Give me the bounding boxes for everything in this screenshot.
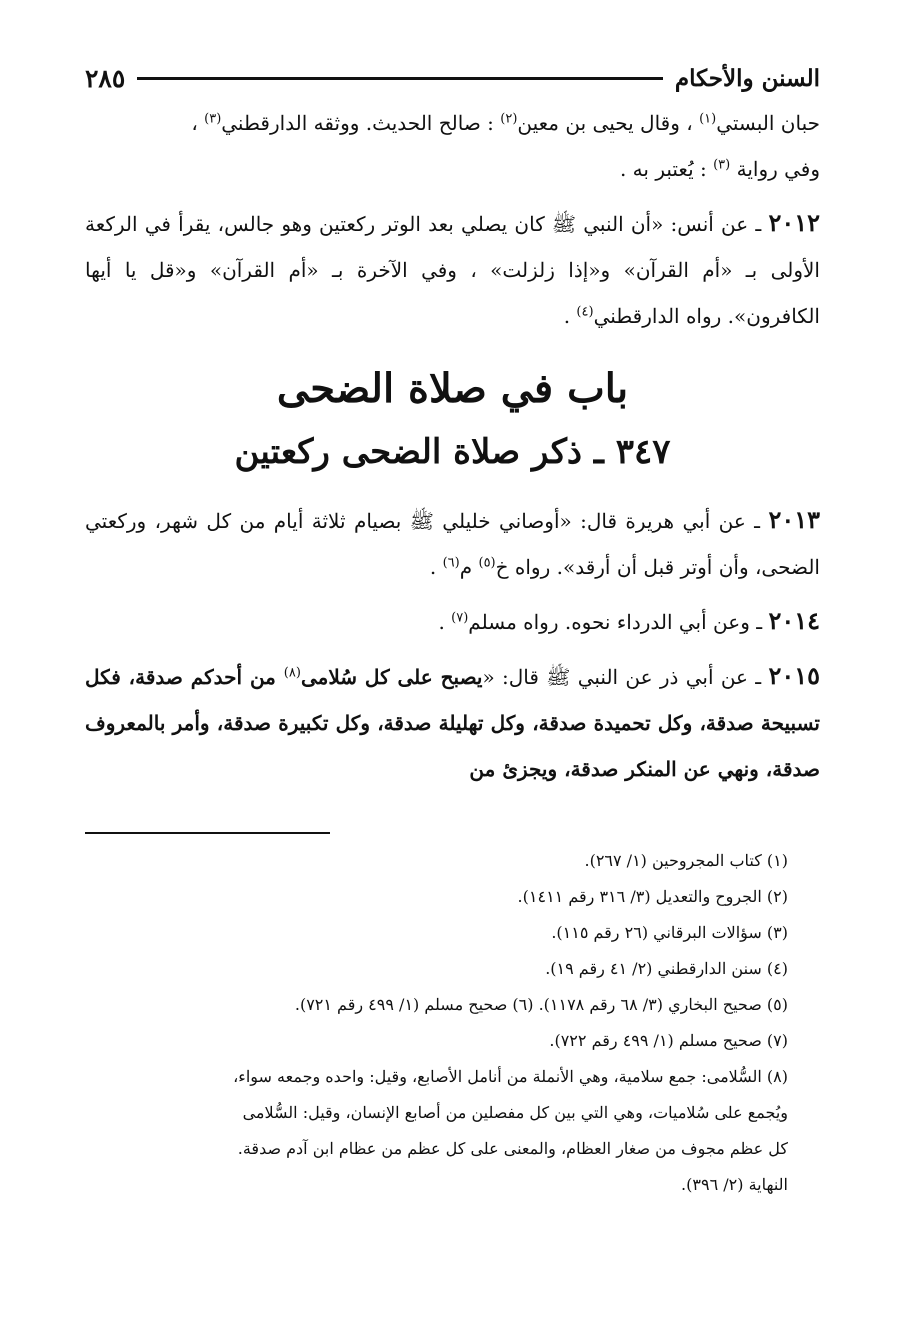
header-rule: [137, 77, 663, 80]
text-run: م: [459, 555, 479, 579]
continuation-line-2: [85, 146, 820, 192]
hadith-2013: [85, 497, 820, 590]
text-run: ،: [191, 111, 205, 135]
text-run: .: [429, 555, 443, 579]
text-run: .: [563, 304, 577, 328]
chapter-title: باب في صلاة الضحى: [276, 365, 629, 412]
footnote-8-continued: كل عظم مجوف من صغار العظام، والمعنى على كل عظم من عظام ابن آدم صدقة.: [237, 1139, 788, 1158]
footnote-ref: (٣): [204, 111, 222, 127]
footnote-ref: (٤): [576, 304, 594, 320]
footnote-ref: (٣): [713, 157, 731, 173]
hadith-text-bold: من أحدكم صدقة، فكل تسبيحة صدقة، وكل تحميدة صدقة، وكل تهليلة صدقة، وكل تكبيرة صدقة، وأمر بالمعروف صدقة، ونهي عن المنكر صدقة، ويجزئ من: [85, 665, 820, 781]
footnote-8-continued: ويُجمع على سُلاميات، وهي التي بين كل مفصلين من أصابع الإنسان، وقيل: السُّلامى: [242, 1103, 788, 1122]
continuation-line-1: [85, 100, 820, 146]
text-run: حبان البستي: [716, 111, 820, 135]
footnote-ref: (٢): [500, 111, 518, 127]
hadith-2014: [85, 598, 820, 645]
footnote-8-continued: النهاية (٢/ ٣٩٦).: [681, 1175, 788, 1194]
section-title: ٣٤٧ ـ ذكر صلاة الضحى ركعتين: [234, 432, 671, 472]
hadith-text: ـ وعن أبي الدرداء نحوه. رواه مسلم: [468, 610, 769, 634]
hadith-number: ٢٠١٤: [768, 606, 820, 635]
text-run: : يُعتبر به .: [619, 157, 714, 181]
footnotes: [85, 843, 820, 1203]
footnote-ref: (٨): [283, 665, 301, 681]
hadith-text: ـ عن أبي ذر عن النبي ﷺ قال: «: [482, 665, 769, 689]
hadith-number: ٢٠١٥: [768, 661, 820, 690]
footnote-3: (٣) سؤالات البرقاني (٢٦ رقم ١١٥).: [551, 923, 788, 942]
hadith-number: ٢٠١٢: [768, 208, 820, 237]
hadith-2012: [85, 200, 820, 339]
text-run: ، وقال يحيى بن معين: [517, 111, 700, 135]
footnote-ref: (٧): [451, 610, 469, 626]
footnote-8: (٨) السُّلامى: جمع سلامية، وهي الأنملة من أنامل الأصابع، وقيل: واحده وجمعه سواء،: [233, 1067, 788, 1086]
running-title: السنن والأحكام: [674, 64, 820, 92]
footnote-5-6: (٥) صحيح البخاري (٣/ ٦٨ رقم ١١٧٨). (٦) صحيح مسلم (١/ ٤٩٩ رقم ٧٢١).: [294, 995, 788, 1014]
footnote-ref: (٦): [442, 555, 460, 571]
text-run: وفي رواية: [730, 157, 820, 181]
hadith-text: ـ عن أنس: «أن النبي ﷺ كان يصلي بعد الوتر ركعتين وهو جالس، يقرأ في الركعة الأولى بـ «أم القرآن» و«إذا زلزلت» ، وفي الآخرة بـ «أم القرآن» و«قل يا أيها الكافرون». رواه الدارقطني: [85, 212, 820, 328]
hadith-text-bold: يصبح على كل سُلامى: [300, 665, 483, 689]
text-run: : صالح الحديث. ووثقه الدارقطني: [221, 111, 501, 135]
text-run: .: [438, 610, 452, 634]
page-number: ٢٨٥: [85, 63, 126, 93]
footnote-7: (٧) صحيح مسلم (١/ ٤٩٩ رقم ٧٢٢).: [549, 1031, 788, 1050]
hadith-number: ٢٠١٣: [768, 505, 820, 534]
running-header: [85, 60, 820, 96]
footnote-ref: (٥): [478, 555, 496, 571]
footnote-4: (٤) سنن الدارقطني (٢/ ٤١ رقم ١٩).: [545, 959, 788, 978]
footnote-1: (١) كتاب المجروحين (١/ ٢٦٧).: [584, 851, 788, 870]
footnote-2: (٢) الجروح والتعديل (٣/ ٣١٦ رقم ١٤١١).: [517, 887, 788, 906]
main-text: [85, 100, 820, 792]
hadith-2015: [85, 653, 820, 792]
footnote-separator: [85, 832, 330, 834]
hadith-text: ـ عن أبي هريرة قال: «أوصاني خليلي ﷺ بصيام ثلاثة أيام من كل شهر، وركعتي الضحى، وأن أوتر قبل أن أرقد». رواه خ: [85, 509, 820, 579]
footnote-ref: (١): [699, 111, 717, 127]
